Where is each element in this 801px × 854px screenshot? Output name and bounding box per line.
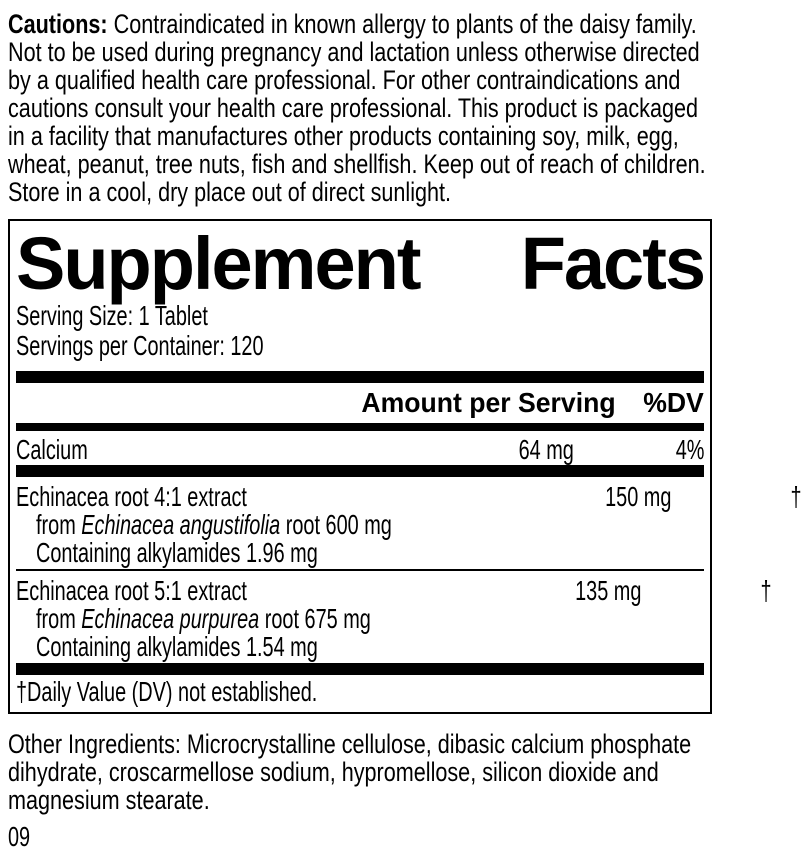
ingredient-amount bbox=[537, 483, 671, 567]
title-word-facts: Facts bbox=[520, 222, 704, 305]
title-word-supplement: Supplement bbox=[16, 222, 420, 305]
other-ingredients-paragraph: Other Ingredients: Microcrystalline cellulose, dibasic calcium phosphate dihydrate, croscarmellose sodium, hypromellose, silicon dioxide and magnesium stearate. bbox=[8, 729, 692, 815]
servings-per-container-text: Servings per Container: 120 bbox=[16, 330, 264, 361]
column-header-row bbox=[16, 383, 704, 423]
ingredient-amount bbox=[440, 436, 574, 464]
ingredient-subline-text bbox=[36, 511, 392, 539]
ingredient-dv bbox=[642, 577, 772, 661]
supplement-facts-panel bbox=[8, 219, 801, 714]
divider-thick-top bbox=[16, 371, 704, 383]
botanical-name: Echinacea purpurea bbox=[81, 603, 260, 634]
ingredient-dv-text: 4% bbox=[675, 434, 704, 465]
dv-footnote-text: †Daily Value (DV) not established. bbox=[16, 676, 318, 707]
ingredient-dv bbox=[574, 436, 704, 464]
subline-prefix: from bbox=[36, 509, 82, 540]
cautions-label: Cautions: bbox=[8, 9, 108, 39]
divider-thick bbox=[16, 465, 704, 477]
dv-footnote-line bbox=[16, 675, 704, 709]
ingredient-dv-text: † bbox=[790, 481, 801, 512]
serving-size-line bbox=[16, 301, 704, 331]
table-row bbox=[16, 477, 801, 569]
footer-code-line bbox=[8, 822, 712, 852]
table-row bbox=[16, 431, 704, 465]
ingredient-amount bbox=[508, 577, 642, 661]
botanical-name: Echinacea angustifolia bbox=[81, 509, 281, 540]
ingredient-subline-text bbox=[36, 633, 318, 661]
serving-size-text: Serving Size: 1 Tablet bbox=[16, 300, 208, 331]
cautions-paragraph bbox=[8, 10, 712, 206]
ingredient-dv bbox=[671, 483, 801, 567]
ingredient-name: Calcium bbox=[16, 434, 88, 465]
divider-medium-header bbox=[16, 423, 704, 431]
subline-prefix: Containing alkylamides 1.96 mg bbox=[36, 537, 318, 568]
ingredient-subline bbox=[16, 633, 508, 661]
cautions-text: Contraindicated in known allergy to plants of the daisy family. Not to be used during pregnancy and lactation unless otherwise directed by a qualified health care professional. For other contraindications and cautions consult your health care professional. This product is packaged in a facility that manufactures other products containing soy, milk, egg, wheat, peanut, tree nuts, fish and shellfish. Keep out of reach of children. Store in a cool, dry place out of direct sunlight. bbox=[8, 9, 706, 207]
ingredient-subline-text bbox=[36, 539, 318, 567]
amount-column-header: Amount per Serving bbox=[361, 387, 616, 418]
subline-prefix: Containing alkylamides 1.54 mg bbox=[36, 631, 318, 662]
subline-suffix: root 675 mg bbox=[259, 603, 371, 634]
footer-code: 09 bbox=[8, 821, 31, 852]
ingredient-amount-text: 135 mg bbox=[575, 575, 642, 606]
ingredient-subline-text bbox=[36, 605, 371, 633]
ingredient-amount-text: 64 mg bbox=[518, 434, 574, 465]
dv-column-header: %DV bbox=[643, 387, 704, 418]
ingredient-name-cell bbox=[16, 577, 508, 661]
table-row bbox=[16, 571, 772, 663]
ingredient-name-cell bbox=[16, 483, 537, 567]
ingredient-rows bbox=[16, 431, 801, 675]
panel-title bbox=[16, 221, 704, 305]
ingredient-name-cell bbox=[16, 436, 440, 464]
ingredient-subline bbox=[16, 511, 537, 539]
divider-thick bbox=[16, 663, 704, 675]
servings-per-container-line bbox=[16, 331, 704, 361]
ingredient-amount-text: 150 mg bbox=[604, 481, 672, 512]
ingredient-subline bbox=[16, 605, 508, 633]
ingredient-dv-text: † bbox=[760, 575, 772, 606]
ingredient-name: Echinacea root 5:1 extract bbox=[16, 575, 247, 606]
subline-suffix: root 600 mg bbox=[280, 509, 392, 540]
ingredient-name: Echinacea root 4:1 extract bbox=[16, 481, 247, 512]
ingredient-subline bbox=[16, 539, 537, 567]
subline-prefix: from bbox=[36, 603, 82, 634]
